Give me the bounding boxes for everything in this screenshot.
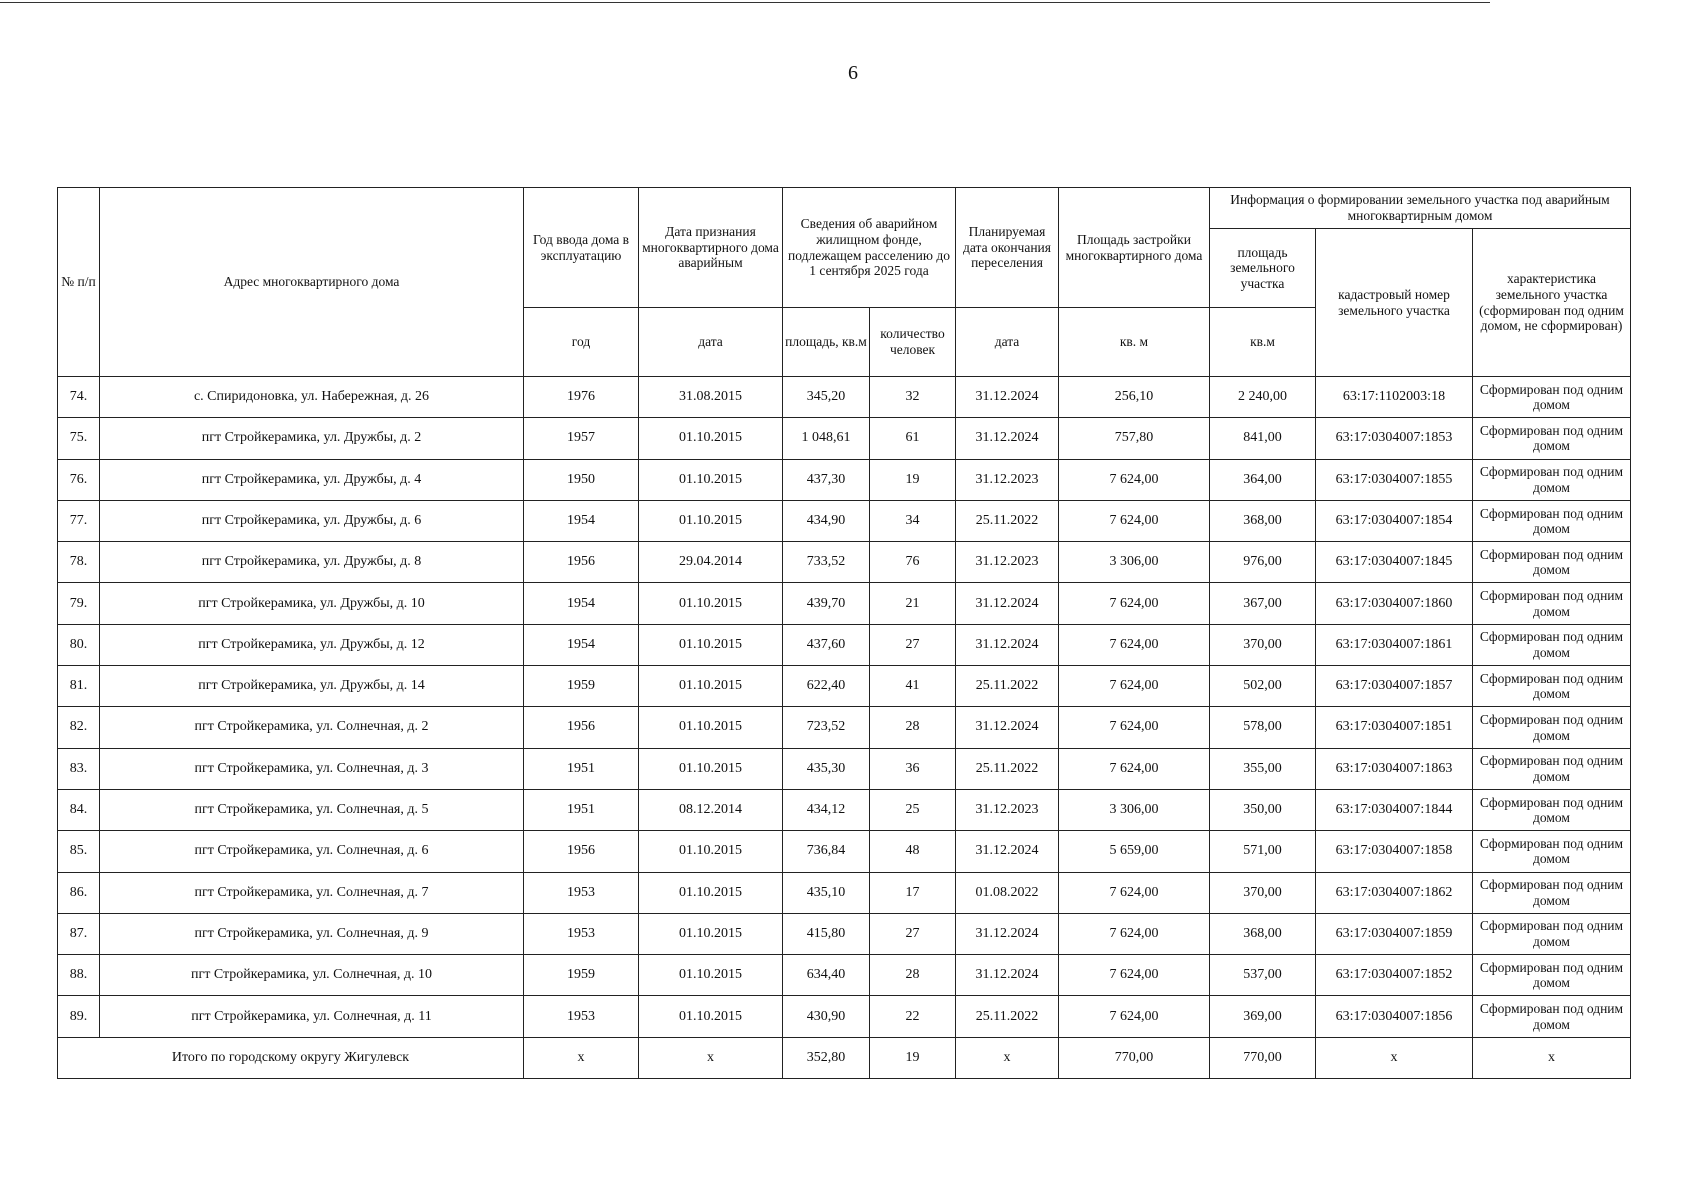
row-fund-area: 430,90 (783, 996, 870, 1037)
header-land-info: Информация о формировании земельного участка под аварийным многоквартирным домом (1210, 188, 1631, 229)
row-num: 84. (58, 789, 100, 830)
row-fund-people: 21 (870, 583, 956, 624)
row-cadastral: 63:17:0304007:1863 (1316, 748, 1473, 789)
row-cadastral: 63:17:0304007:1844 (1316, 789, 1473, 830)
row-planned-date: 25.11.2022 (956, 996, 1059, 1037)
row-fund-area: 437,60 (783, 624, 870, 665)
row-cadastral: 63:17:0304007:1856 (1316, 996, 1473, 1037)
unit-fund-area: площадь, кв.м (783, 308, 870, 377)
row-planned-date: 31.12.2024 (956, 583, 1059, 624)
row-fund-people: 28 (870, 955, 956, 996)
row-land-char: Сформирован под одним домом (1473, 377, 1631, 418)
total-cadastral: x (1316, 1037, 1473, 1078)
row-address: пгт Стройкерамика, ул. Дружбы, д. 10 (100, 583, 524, 624)
row-building-area: 7 624,00 (1059, 872, 1210, 913)
row-year: 1957 (524, 418, 639, 459)
table-row (58, 542, 1631, 583)
table-row (58, 789, 1631, 830)
row-land-char: Сформирован под одним домом (1473, 789, 1631, 830)
row-fund-people: 27 (870, 913, 956, 954)
row-recognition-date: 01.10.2015 (639, 583, 783, 624)
row-fund-people: 48 (870, 831, 956, 872)
total-label: Итого по городскому округу Жигулевск (58, 1037, 524, 1078)
total-planned-date: x (956, 1037, 1059, 1078)
row-land-char: Сформирован под одним домом (1473, 459, 1631, 500)
row-building-area: 256,10 (1059, 377, 1210, 418)
table-row (58, 872, 1631, 913)
row-building-area: 5 659,00 (1059, 831, 1210, 872)
row-address: с. Спиридоновка, ул. Набережная, д. 26 (100, 377, 524, 418)
row-planned-date: 31.12.2024 (956, 955, 1059, 996)
row-year: 1953 (524, 872, 639, 913)
unit-fund-people: количество человек (870, 308, 956, 377)
row-num: 83. (58, 748, 100, 789)
row-land-char: Сформирован под одним домом (1473, 583, 1631, 624)
row-fund-people: 32 (870, 377, 956, 418)
row-address: пгт Стройкерамика, ул. Дружбы, д. 4 (100, 459, 524, 500)
total-year: x (524, 1037, 639, 1078)
row-fund-area: 622,40 (783, 666, 870, 707)
row-fund-area: 345,20 (783, 377, 870, 418)
row-building-area: 7 624,00 (1059, 913, 1210, 954)
row-planned-date: 25.11.2022 (956, 500, 1059, 541)
row-fund-area: 439,70 (783, 583, 870, 624)
table-header (58, 188, 1631, 377)
row-address: пгт Стройкерамика, ул. Солнечная, д. 7 (100, 872, 524, 913)
row-fund-people: 61 (870, 418, 956, 459)
row-recognition-date: 01.10.2015 (639, 624, 783, 665)
row-year: 1953 (524, 996, 639, 1037)
row-num: 80. (58, 624, 100, 665)
row-land-area: 502,00 (1210, 666, 1316, 707)
row-cadastral: 63:17:0304007:1854 (1316, 500, 1473, 541)
table-row (58, 459, 1631, 500)
total-land-char: x (1473, 1037, 1631, 1078)
row-fund-people: 34 (870, 500, 956, 541)
page-number: 6 (848, 62, 858, 84)
row-planned-date: 31.12.2024 (956, 913, 1059, 954)
row-address: пгт Стройкерамика, ул. Солнечная, д. 9 (100, 913, 524, 954)
row-year: 1951 (524, 748, 639, 789)
row-land-area: 368,00 (1210, 913, 1316, 954)
row-land-area: 537,00 (1210, 955, 1316, 996)
table-body (58, 377, 1631, 1038)
row-year: 1959 (524, 955, 639, 996)
total-land-area: 770,00 (1210, 1037, 1316, 1078)
total-recognition-date: x (639, 1037, 783, 1078)
row-recognition-date: 01.10.2015 (639, 500, 783, 541)
row-cadastral: 63:17:0304007:1855 (1316, 459, 1473, 500)
row-address: пгт Стройкерамика, ул. Дружбы, д. 2 (100, 418, 524, 459)
emergency-housing-table (57, 187, 1631, 1079)
row-land-area: 364,00 (1210, 459, 1316, 500)
row-address: пгт Стройкерамика, ул. Солнечная, д. 5 (100, 789, 524, 830)
row-land-area: 368,00 (1210, 500, 1316, 541)
row-cadastral: 63:17:0304007:1857 (1316, 666, 1473, 707)
row-fund-people: 22 (870, 996, 956, 1037)
row-planned-date: 31.12.2023 (956, 789, 1059, 830)
table-row (58, 418, 1631, 459)
row-fund-area: 435,10 (783, 872, 870, 913)
unit-planned-date: дата (956, 308, 1059, 377)
row-land-area: 350,00 (1210, 789, 1316, 830)
row-num: 76. (58, 459, 100, 500)
row-cadastral: 63:17:0304007:1862 (1316, 872, 1473, 913)
row-cadastral: 63:17:0304007:1845 (1316, 542, 1473, 583)
row-recognition-date: 31.08.2015 (639, 377, 783, 418)
row-cadastral: 63:17:0304007:1858 (1316, 831, 1473, 872)
total-row (58, 1037, 1631, 1078)
row-recognition-date: 01.10.2015 (639, 707, 783, 748)
row-num: 75. (58, 418, 100, 459)
row-recognition-date: 01.10.2015 (639, 872, 783, 913)
row-fund-people: 25 (870, 789, 956, 830)
row-cadastral: 63:17:0304007:1859 (1316, 913, 1473, 954)
header-year: Год ввода дома в эксплуатацию (524, 188, 639, 308)
row-recognition-date: 01.10.2015 (639, 666, 783, 707)
row-building-area: 7 624,00 (1059, 583, 1210, 624)
row-building-area: 7 624,00 (1059, 955, 1210, 996)
row-planned-date: 25.11.2022 (956, 748, 1059, 789)
row-year: 1954 (524, 624, 639, 665)
header-land-char: характеристика земельного участка (сформирован под одним домом, не сформирован) (1473, 229, 1631, 377)
header-num: № п/п (58, 188, 100, 377)
row-fund-area: 1 048,61 (783, 418, 870, 459)
row-cadastral: 63:17:1102003:18 (1316, 377, 1473, 418)
row-fund-people: 76 (870, 542, 956, 583)
row-num: 88. (58, 955, 100, 996)
header-land-area: площадь земельного участка (1210, 229, 1316, 308)
row-year: 1953 (524, 913, 639, 954)
row-recognition-date: 01.10.2015 (639, 996, 783, 1037)
table-row (58, 666, 1631, 707)
row-land-char: Сформирован под одним домом (1473, 500, 1631, 541)
row-address: пгт Стройкерамика, ул. Солнечная, д. 10 (100, 955, 524, 996)
row-num: 81. (58, 666, 100, 707)
row-fund-area: 723,52 (783, 707, 870, 748)
row-fund-area: 434,90 (783, 500, 870, 541)
table-row (58, 377, 1631, 418)
row-land-char: Сформирован под одним домом (1473, 872, 1631, 913)
table-row (58, 583, 1631, 624)
table-row (58, 996, 1631, 1037)
row-recognition-date: 01.10.2015 (639, 913, 783, 954)
row-land-char: Сформирован под одним домом (1473, 624, 1631, 665)
row-building-area: 7 624,00 (1059, 624, 1210, 665)
unit-building-area: кв. м (1059, 308, 1210, 377)
row-num: 82. (58, 707, 100, 748)
row-year: 1956 (524, 707, 639, 748)
table-row (58, 831, 1631, 872)
row-recognition-date: 08.12.2014 (639, 789, 783, 830)
row-fund-people: 17 (870, 872, 956, 913)
total-people: 19 (870, 1037, 956, 1078)
row-num: 87. (58, 913, 100, 954)
row-planned-date: 31.12.2024 (956, 624, 1059, 665)
row-land-char: Сформирован под одним домом (1473, 748, 1631, 789)
total-area: 352,80 (783, 1037, 870, 1078)
row-fund-area: 435,30 (783, 748, 870, 789)
row-land-char: Сформирован под одним домом (1473, 831, 1631, 872)
row-planned-date: 31.12.2024 (956, 418, 1059, 459)
header-cadastral: кадастровый номер земельного участка (1316, 229, 1473, 377)
row-fund-area: 634,40 (783, 955, 870, 996)
row-year: 1950 (524, 459, 639, 500)
row-cadastral: 63:17:0304007:1853 (1316, 418, 1473, 459)
row-fund-area: 437,30 (783, 459, 870, 500)
row-address: пгт Стройкерамика, ул. Дружбы, д. 14 (100, 666, 524, 707)
unit-year: год (524, 308, 639, 377)
row-planned-date: 31.12.2024 (956, 377, 1059, 418)
row-year: 1954 (524, 500, 639, 541)
row-year: 1956 (524, 542, 639, 583)
row-fund-area: 733,52 (783, 542, 870, 583)
unit-recognition-date: дата (639, 308, 783, 377)
row-land-area: 976,00 (1210, 542, 1316, 583)
row-recognition-date: 01.10.2015 (639, 418, 783, 459)
row-land-area: 370,00 (1210, 872, 1316, 913)
row-num: 77. (58, 500, 100, 541)
row-building-area: 7 624,00 (1059, 500, 1210, 541)
header-address: Адрес многоквартирного дома (100, 188, 524, 377)
row-year: 1976 (524, 377, 639, 418)
table-row (58, 955, 1631, 996)
row-fund-area: 434,12 (783, 789, 870, 830)
row-building-area: 7 624,00 (1059, 459, 1210, 500)
row-land-area: 370,00 (1210, 624, 1316, 665)
row-planned-date: 31.12.2023 (956, 459, 1059, 500)
row-building-area: 7 624,00 (1059, 996, 1210, 1037)
row-num: 78. (58, 542, 100, 583)
row-address: пгт Стройкерамика, ул. Дружбы, д. 6 (100, 500, 524, 541)
row-fund-people: 19 (870, 459, 956, 500)
top-border-line (0, 2, 1490, 3)
row-land-char: Сформирован под одним домом (1473, 418, 1631, 459)
row-cadastral: 63:17:0304007:1852 (1316, 955, 1473, 996)
row-recognition-date: 01.10.2015 (639, 831, 783, 872)
row-land-char: Сформирован под одним домом (1473, 913, 1631, 954)
row-land-area: 571,00 (1210, 831, 1316, 872)
row-land-area: 2 240,00 (1210, 377, 1316, 418)
row-address: пгт Стройкерамика, ул. Солнечная, д. 11 (100, 996, 524, 1037)
row-planned-date: 31.12.2024 (956, 707, 1059, 748)
row-planned-date: 31.12.2024 (956, 831, 1059, 872)
table-row (58, 624, 1631, 665)
row-num: 85. (58, 831, 100, 872)
row-land-area: 367,00 (1210, 583, 1316, 624)
row-planned-date: 25.11.2022 (956, 666, 1059, 707)
row-cadastral: 63:17:0304007:1860 (1316, 583, 1473, 624)
row-recognition-date: 29.04.2014 (639, 542, 783, 583)
row-land-char: Сформирован под одним домом (1473, 707, 1631, 748)
table-row (58, 707, 1631, 748)
row-land-char: Сформирован под одним домом (1473, 955, 1631, 996)
row-recognition-date: 01.10.2015 (639, 955, 783, 996)
row-address: пгт Стройкерамика, ул. Солнечная, д. 2 (100, 707, 524, 748)
header-fund-info: Сведения об аварийном жилищном фонде, подлежащем расселению до 1 сентября 2025 года (783, 188, 956, 308)
row-recognition-date: 01.10.2015 (639, 459, 783, 500)
row-year: 1959 (524, 666, 639, 707)
row-num: 79. (58, 583, 100, 624)
header-planned-date: Планируемая дата окончания переселения (956, 188, 1059, 308)
row-cadastral: 63:17:0304007:1861 (1316, 624, 1473, 665)
total-building-area: 770,00 (1059, 1037, 1210, 1078)
row-address: пгт Стройкерамика, ул. Дружбы, д. 12 (100, 624, 524, 665)
row-land-area: 578,00 (1210, 707, 1316, 748)
row-address: пгт Стройкерамика, ул. Дружбы, д. 8 (100, 542, 524, 583)
row-year: 1954 (524, 583, 639, 624)
row-land-area: 369,00 (1210, 996, 1316, 1037)
row-planned-date: 01.08.2022 (956, 872, 1059, 913)
row-land-char: Сформирован под одним домом (1473, 666, 1631, 707)
row-land-char: Сформирован под одним домом (1473, 996, 1631, 1037)
row-num: 86. (58, 872, 100, 913)
table-row (58, 748, 1631, 789)
row-fund-area: 736,84 (783, 831, 870, 872)
row-cadastral: 63:17:0304007:1851 (1316, 707, 1473, 748)
table-row (58, 913, 1631, 954)
row-address: пгт Стройкерамика, ул. Солнечная, д. 3 (100, 748, 524, 789)
row-fund-people: 36 (870, 748, 956, 789)
row-num: 89. (58, 996, 100, 1037)
row-address: пгт Стройкерамика, ул. Солнечная, д. 6 (100, 831, 524, 872)
row-fund-people: 28 (870, 707, 956, 748)
row-land-char: Сформирован под одним домом (1473, 542, 1631, 583)
unit-land-area: кв.м (1210, 308, 1316, 377)
row-building-area: 7 624,00 (1059, 707, 1210, 748)
row-building-area: 3 306,00 (1059, 542, 1210, 583)
row-fund-people: 27 (870, 624, 956, 665)
row-building-area: 7 624,00 (1059, 748, 1210, 789)
row-planned-date: 31.12.2023 (956, 542, 1059, 583)
row-building-area: 7 624,00 (1059, 666, 1210, 707)
row-year: 1956 (524, 831, 639, 872)
row-num: 74. (58, 377, 100, 418)
row-building-area: 757,80 (1059, 418, 1210, 459)
row-year: 1951 (524, 789, 639, 830)
header-recognition-date: Дата признания многоквартирного дома аварийным (639, 188, 783, 308)
row-recognition-date: 01.10.2015 (639, 748, 783, 789)
table-row (58, 500, 1631, 541)
row-land-area: 841,00 (1210, 418, 1316, 459)
row-fund-area: 415,80 (783, 913, 870, 954)
row-building-area: 3 306,00 (1059, 789, 1210, 830)
header-building-area: Площадь застройки многоквартирного дома (1059, 188, 1210, 308)
row-land-area: 355,00 (1210, 748, 1316, 789)
row-fund-people: 41 (870, 666, 956, 707)
